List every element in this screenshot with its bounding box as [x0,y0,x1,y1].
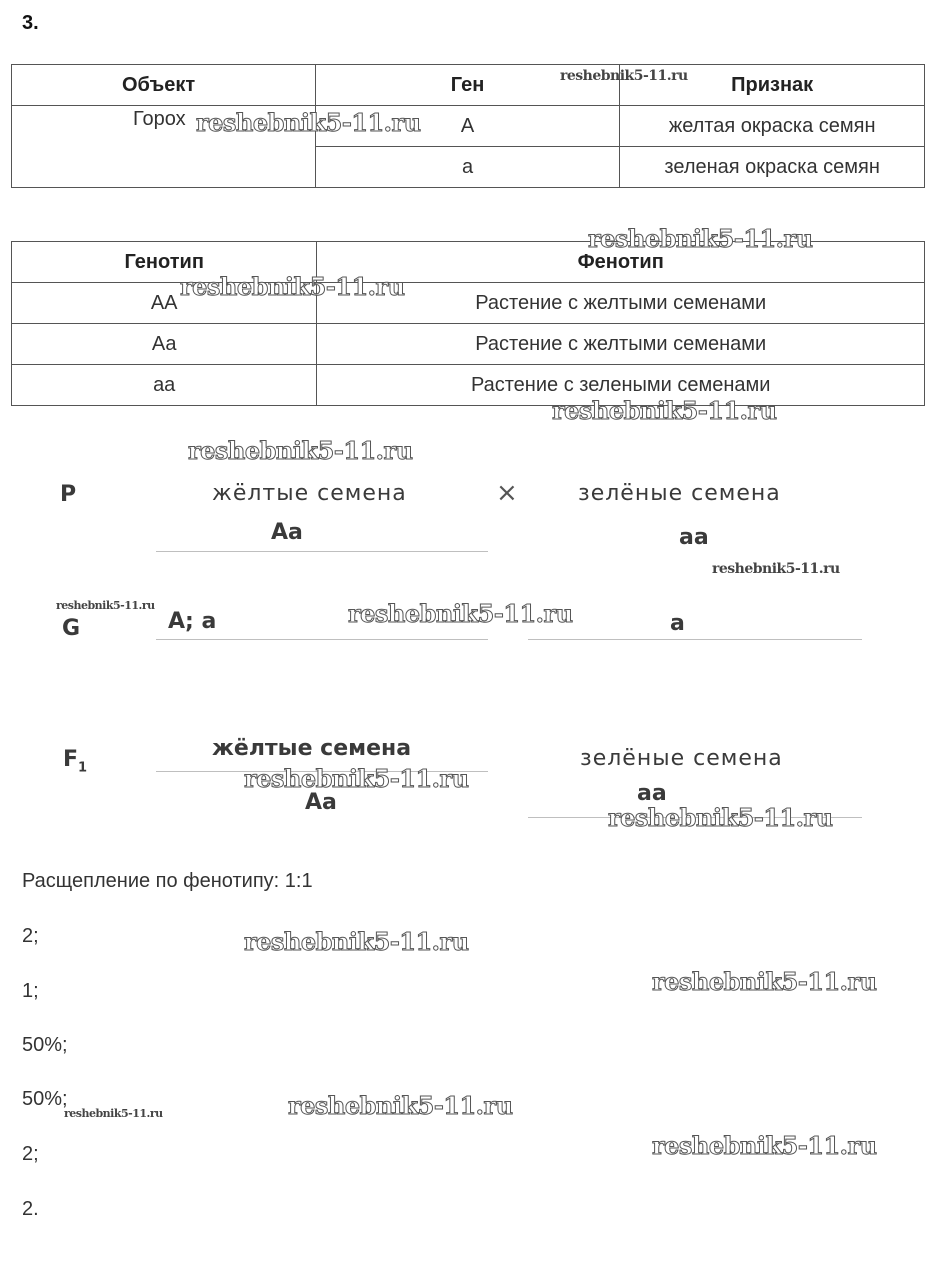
f1-subscript: 1 [78,760,88,776]
answer-5: 2; [22,1143,39,1165]
genotype-phenotype-table [11,241,925,406]
answer-6: 2. [22,1198,39,1220]
header-object: Объект [12,65,316,106]
answer-1: 2; [22,925,39,947]
parent-left-genotype: Аа [271,520,303,545]
header-genotype: Генотип [12,242,317,283]
phenotype-cell: Растение с зелеными семенами [317,365,925,406]
underline [156,639,488,640]
answer-3: 50%; [22,1034,68,1056]
underline [528,639,862,640]
parent-right-genotype: аа [679,525,709,550]
parent-right-phenotype: зелёные семена [578,481,781,506]
object-cell: Горох [12,106,316,188]
f1-label [63,747,87,775]
f1-right-genotype: аа [637,781,667,806]
table-row [12,106,925,147]
watermark: reshebnik5-11.ru [180,272,405,301]
answer-4: 50%; [22,1088,68,1110]
header-trait: Признак [620,65,925,106]
cross-symbol: × [496,478,518,508]
watermark: reshebnik5-11.ru [608,803,833,832]
table-row [12,283,925,324]
split-text: Расщепление по фенотипу: 1:1 [22,870,313,892]
parent-left-phenotype: жёлтые семена [212,481,407,506]
parents-label: P [60,482,77,507]
watermark: reshebnik5-11.ru [288,1091,513,1120]
answer-2: 1; [22,980,39,1002]
watermark: reshebnik5-11.ru [64,1107,163,1120]
phenotype-cell: Растение с желтыми семенами [317,283,925,324]
watermark: reshebnik5-11.ru [552,396,777,425]
phenotype-cell: Растение с желтыми семенами [317,324,925,365]
genotype-cell: Аа [12,324,317,365]
genotype-cell: аа [12,365,317,406]
table-row [12,324,925,365]
header-gene: Ген [315,65,620,106]
trait-cell: желтая окраска семян [620,106,925,147]
gametes-label: G [62,616,81,641]
table-header-row [12,65,925,106]
underline [156,551,488,552]
header-phenotype: Фенотип [317,242,925,283]
watermark: reshebnik5-11.ru [244,927,469,956]
watermark: reshebnik5-11.ru [652,1131,877,1160]
f1-right-phenotype: зелёные семена [580,746,783,771]
watermark: reshebnik5-11.ru [652,967,877,996]
watermark: reshebnik5-11.ru [348,599,573,628]
gene-cell: а [315,147,620,188]
genotype-cell: АА [12,283,317,324]
watermark: reshebnik5-11.ru [56,599,155,612]
watermark: reshebnik5-11.ru [244,764,469,793]
f1-left-phenotype: жёлтые семена [212,736,412,761]
genes-table [11,64,925,188]
watermark: reshebnik5-11.ru [560,68,688,84]
trait-cell: зеленая окраска семян [620,147,925,188]
watermark: reshebnik5-11.ru [588,224,813,253]
table-row [12,365,925,406]
watermark: reshebnik5-11.ru [196,108,421,137]
watermark: reshebnik5-11.ru [712,561,840,577]
f1-letter: F [63,747,79,772]
gene-cell: А [315,106,620,147]
gametes-left: А; а [168,609,217,634]
task-number: 3. [22,12,39,34]
watermark: reshebnik5-11.ru [188,436,413,465]
gametes-right: а [670,611,685,636]
f1-left-genotype: Аа [305,790,337,815]
